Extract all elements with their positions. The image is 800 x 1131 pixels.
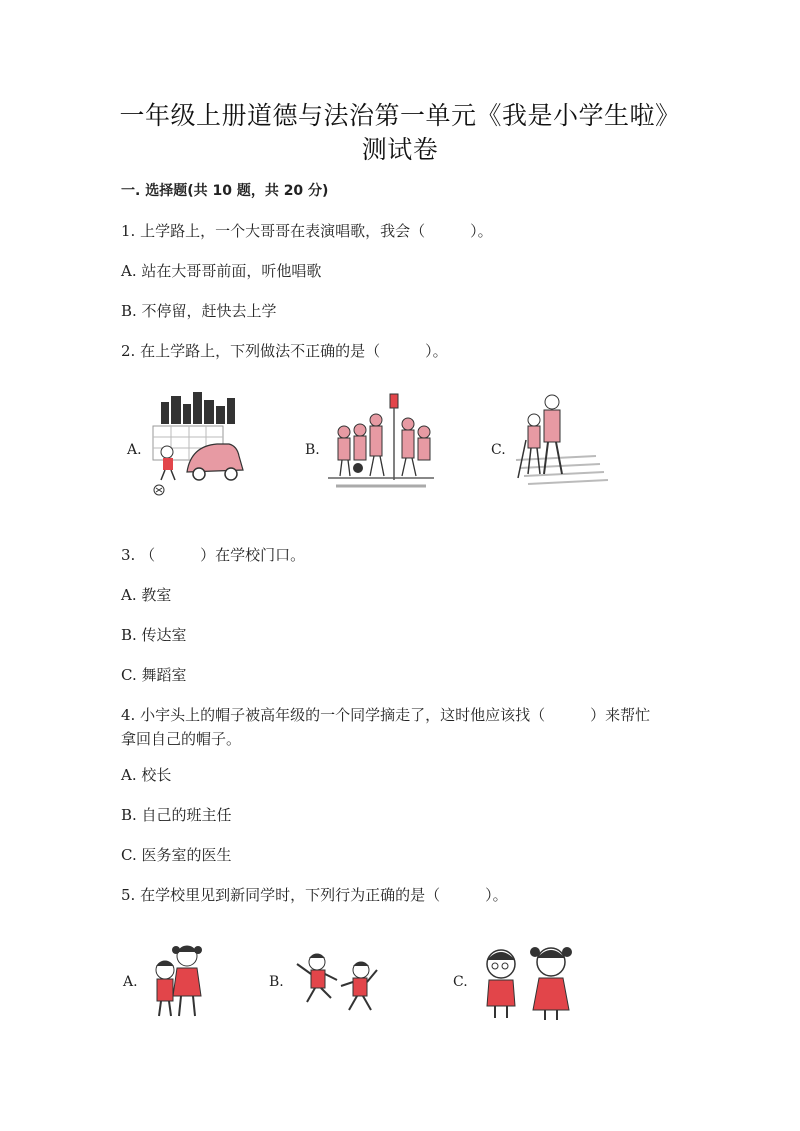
question-5-option-a-illustration[interactable]: [143, 936, 223, 1026]
question-5-option-c-illustration[interactable]: [473, 936, 583, 1026]
question-4-stem-line2: 拿回自己的帽子。: [121, 730, 242, 748]
question-2-option-c-label[interactable]: C.: [491, 442, 506, 458]
question-3-option-a[interactable]: A. 教室: [121, 586, 172, 604]
question-4-option-a[interactable]: A. 校长: [121, 766, 172, 784]
question-4-option-b[interactable]: B. 自己的班主任: [121, 806, 232, 824]
question-2-image-options: [121, 390, 681, 500]
question-2-stem: 2. 在上学路上，下列做法不正确的是（ ）。: [121, 342, 448, 360]
question-2-option-b-label[interactable]: B.: [305, 442, 320, 458]
question-5-option-b-illustration[interactable]: [291, 936, 391, 1026]
page-title-line1: 一年级上册道德与法治第一单元《我是小学生啦》: [119, 101, 681, 130]
question-2-option-b-illustration[interactable]: [326, 390, 446, 500]
section-heading: 一. 选择题(共 10 题，共 20 分): [121, 183, 329, 199]
question-2-option-a-illustration[interactable]: [151, 390, 271, 500]
question-3-option-c[interactable]: C. 舞蹈室: [121, 666, 187, 684]
question-2-option-a-label[interactable]: A.: [127, 442, 142, 458]
question-5-option-b-label[interactable]: B.: [269, 974, 284, 990]
question-5-option-c-label[interactable]: C.: [453, 974, 468, 990]
question-1-option-a[interactable]: A. 站在大哥哥前面，听他唱歌: [121, 262, 322, 280]
question-4-stem-line1: 4. 小宇头上的帽子被高年级的一个同学摘走了，这时他应该找（ ）来帮忙: [121, 706, 651, 724]
question-1-stem: 1. 上学路上，一个大哥哥在表演唱歌，我会（ ）。: [121, 222, 493, 240]
question-3-stem: 3. （ ）在学校门口。: [121, 546, 306, 564]
question-5-stem: 5. 在学校里见到新同学时，下列行为正确的是（ ）。: [121, 886, 508, 904]
question-1-option-b[interactable]: B. 不停留，赶快去上学: [121, 302, 277, 320]
page-title-line2: 测试卷: [361, 135, 439, 164]
question-5-image-options: [121, 936, 681, 1026]
question-2-option-c-illustration[interactable]: [516, 390, 616, 500]
question-5-option-a-label[interactable]: A.: [123, 974, 138, 990]
question-3-option-b[interactable]: B. 传达室: [121, 626, 187, 644]
question-4-option-c[interactable]: C. 医务室的医生: [121, 846, 232, 864]
